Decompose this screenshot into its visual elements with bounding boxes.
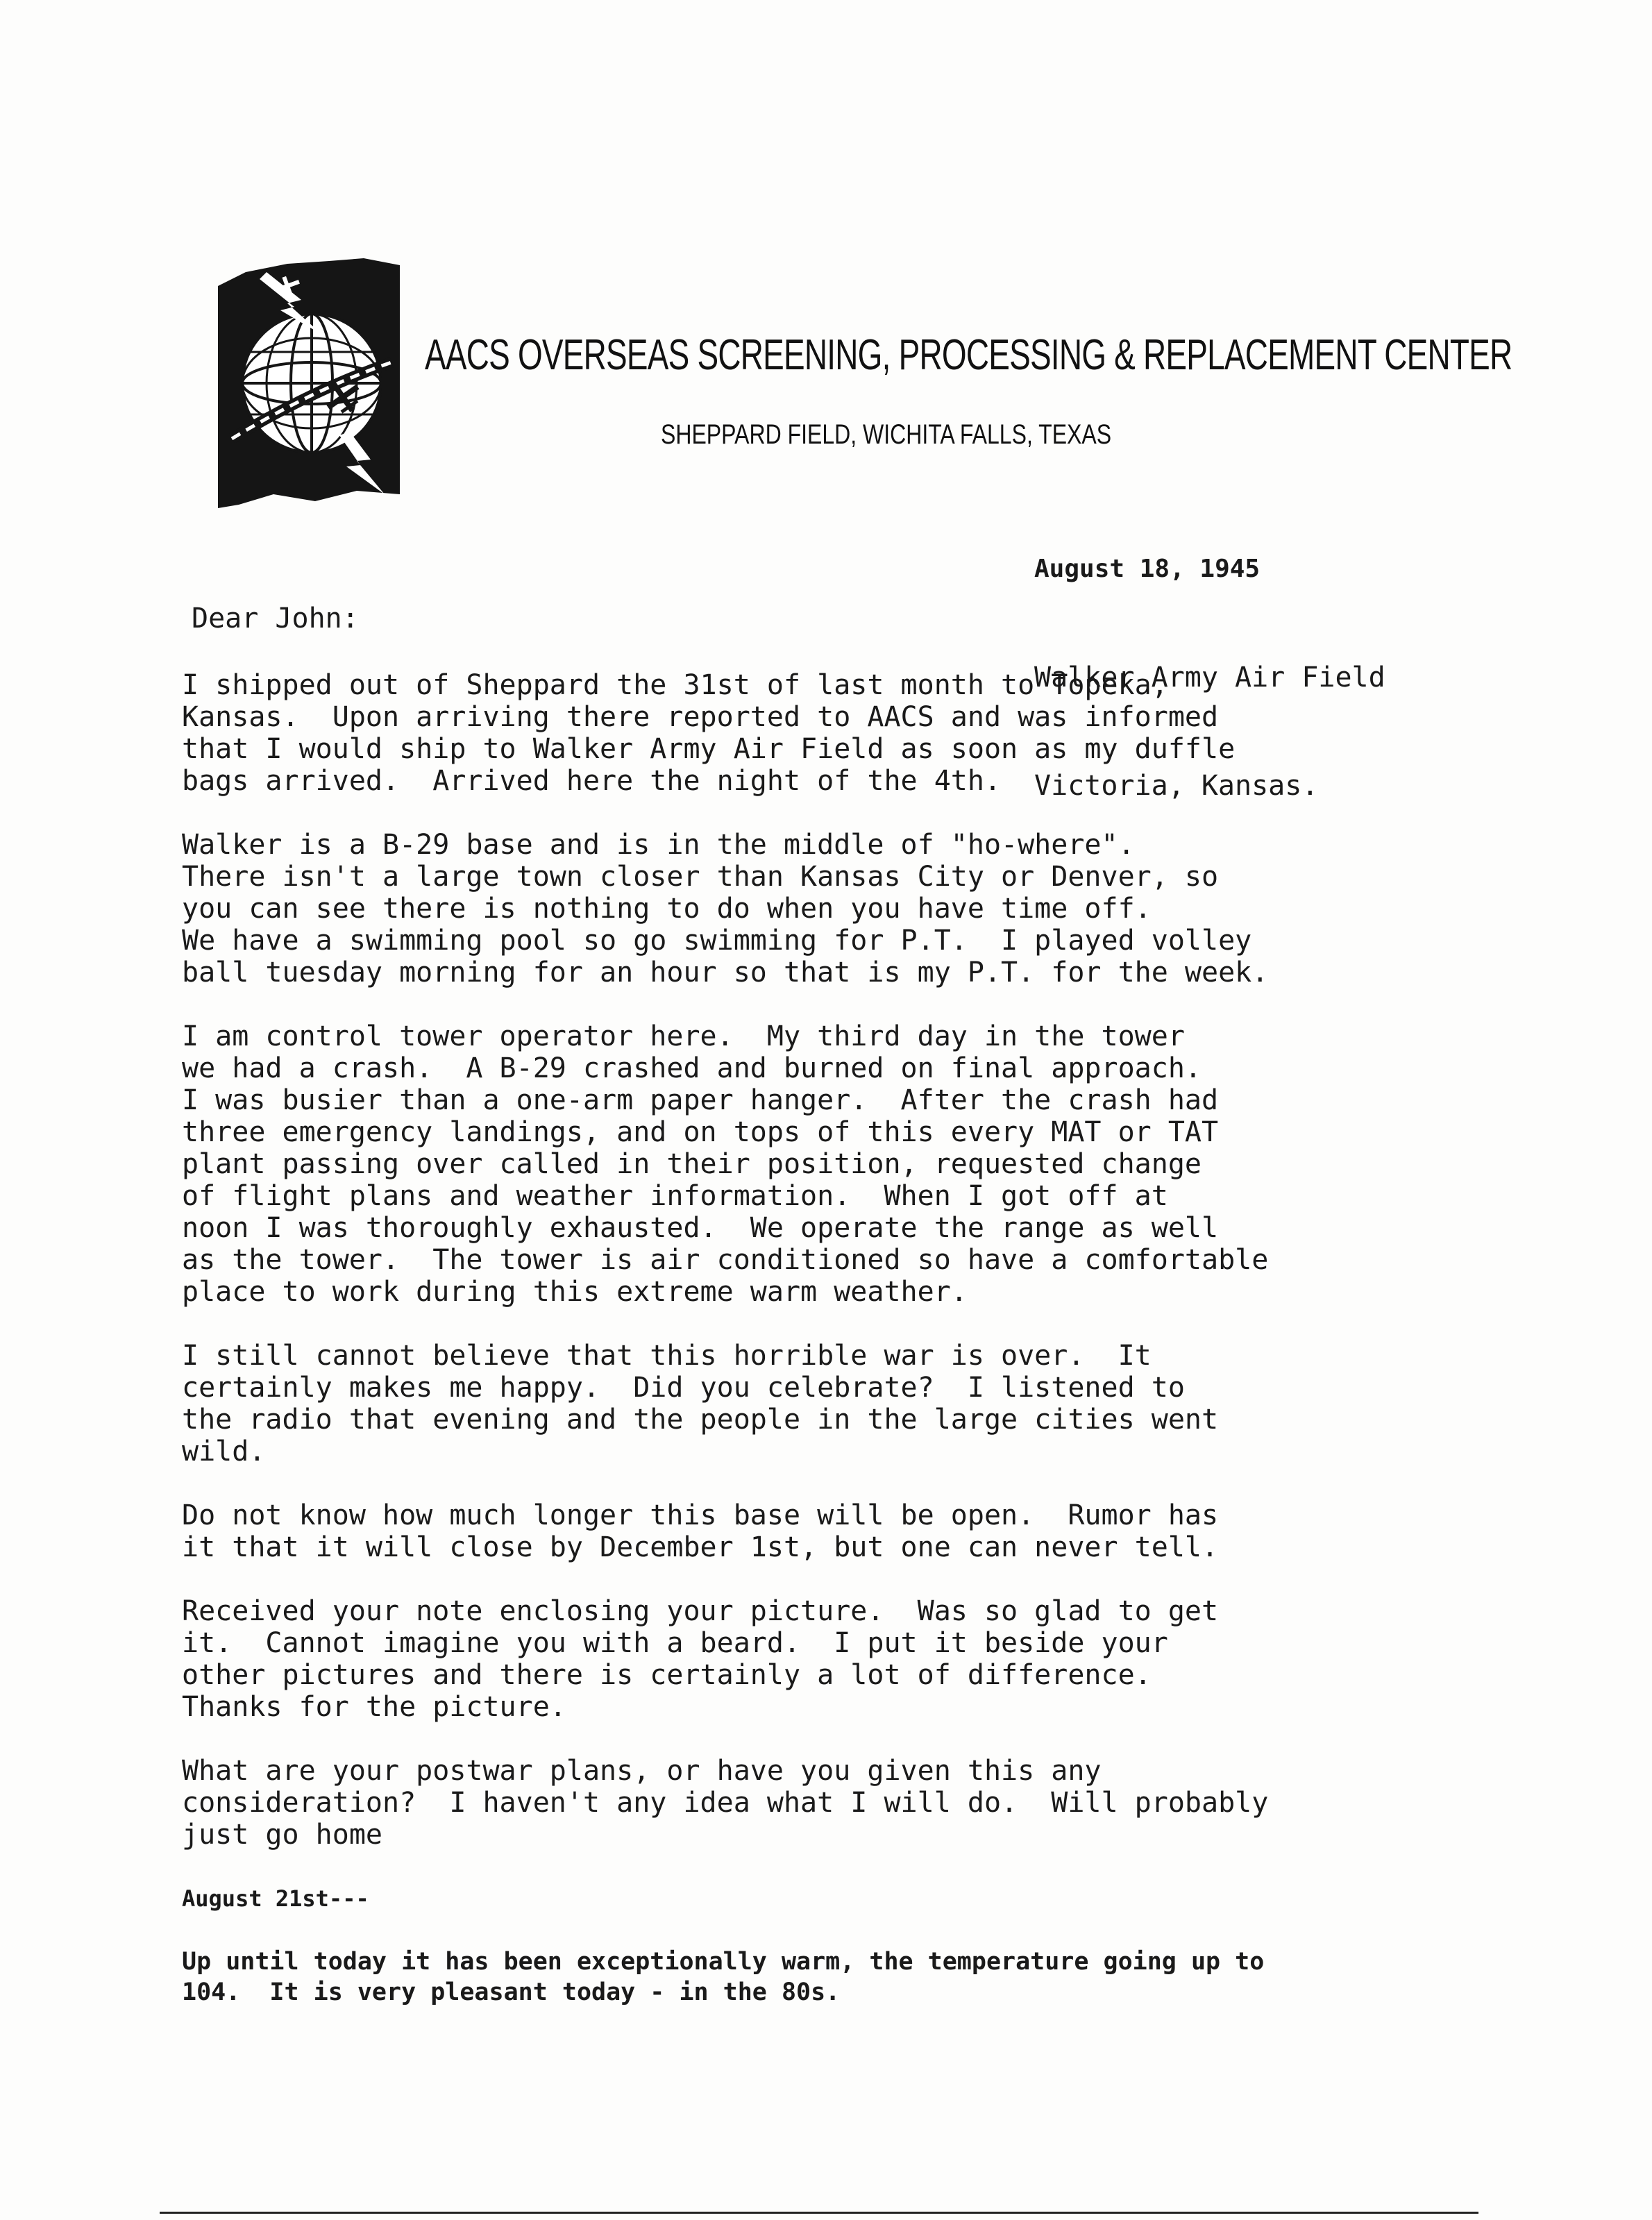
text-line: I am control tower operator here. My third day in the tower [182, 1020, 1185, 1052]
text-line: Do not know how much longer this base will be open. Rumor has [182, 1499, 1219, 1531]
text-line: What are your postwar plans, or have you given this any [182, 1755, 1102, 1787]
paragraph-4 [182, 1340, 1501, 1468]
text-line: other pictures and there is certainly a lot of difference. [182, 1659, 1152, 1691]
text-line: bags arrived. Arrived here the night of the 4th. [182, 765, 1002, 797]
postscript-paragraph [182, 1946, 1501, 2008]
text-line: wild. [182, 1436, 266, 1468]
page-bottom-rule [160, 2212, 1478, 2214]
text-line: it. Cannot imagine you with a beard. I put it beside your [182, 1627, 1168, 1659]
paragraph-6 [182, 1595, 1501, 1723]
text-line: place to work during this extreme warm weather. [182, 1276, 968, 1308]
text-line: you can see there is nothing to do when you have time off. [182, 893, 1152, 925]
text-line: plant passing over called in their position, requested change [182, 1148, 1202, 1180]
sender-place-line-1: Walker Army Air Field [1034, 662, 1385, 693]
text-line: We have a swimming pool so go swimming for P.T. I played volley [182, 925, 1252, 957]
letter-date: August 18, 1945 [1034, 555, 1261, 583]
text-line: just go home [182, 1819, 382, 1851]
text-line: Kansas. Upon arriving there reported to AACS and was informed [182, 701, 1219, 733]
text-line: I still cannot believe that this horrible war is over. It [182, 1340, 1152, 1372]
paragraph-1 [182, 669, 1501, 797]
text-line: certainly makes me happy. Did you celebrate? I listened to [182, 1372, 1185, 1404]
sender-place-line-2: Victoria, Kansas. [1034, 770, 1319, 802]
postscript-date: August 21st--- [182, 1885, 369, 1912]
text-line: Received your note enclosing your picture. Was so glad to get [182, 1595, 1219, 1627]
paragraph-5 [182, 1499, 1501, 1563]
text-line: ball tuesday morning for an hour so that is my P.T. for the week. [182, 957, 1269, 989]
text-line: the radio that evening and the people in the large cities went [182, 1404, 1219, 1436]
text-line: consideration? I haven't any idea what I will do. Will probably [182, 1787, 1269, 1819]
organization-location: SHEPPARD FIELD, WICHITA FALLS, TEXAS [661, 419, 1112, 450]
letter-body [182, 603, 1501, 2040]
paragraph-7 [182, 1755, 1501, 1851]
text-line: I shipped out of Sheppard the 31st of last month to Topeka, [182, 669, 1168, 701]
text-line: There isn't a large town closer than Kansas City or Denver, so [182, 861, 1219, 893]
salutation: Dear John: [192, 603, 359, 634]
text-line: Walker is a B-29 base and is in the middle of "ho-where". [182, 829, 1135, 861]
text-line: 104. It is very pleasant today - in the 80s. [182, 1978, 841, 2006]
organization-name: AACS OVERSEAS SCREENING, PROCESSING & REPLACEMENT CENTER [425, 331, 1512, 379]
text-line: that I would ship to Walker Army Air Field as soon as my duffle [182, 733, 1236, 765]
globe-with-aircraft-emblem [218, 258, 400, 508]
paragraph-3 [182, 1020, 1501, 1308]
text-line: Thanks for the picture. [182, 1691, 566, 1723]
text-line: as the tower. The tower is air conditioned so have a comfortable [182, 1244, 1269, 1276]
text-line: noon I was thoroughly exhausted. We operate the range as well [182, 1212, 1219, 1244]
text-line: I was busier than a one-arm paper hanger. After the crash had [182, 1084, 1219, 1116]
text-line: we had a crash. A B-29 crashed and burned on final approach. [182, 1052, 1202, 1084]
text-line: Up until today it has been exceptionally warm, the temperature going up to [182, 1948, 1265, 1976]
text-line: three emergency landings, and on tops of this every MAT or TAT [182, 1116, 1219, 1148]
text-line: it that it will close by December 1st, but one can never tell. [182, 1531, 1219, 1563]
paragraph-2 [182, 829, 1501, 989]
text-line: of flight plans and weather information. When I got off at [182, 1180, 1168, 1212]
